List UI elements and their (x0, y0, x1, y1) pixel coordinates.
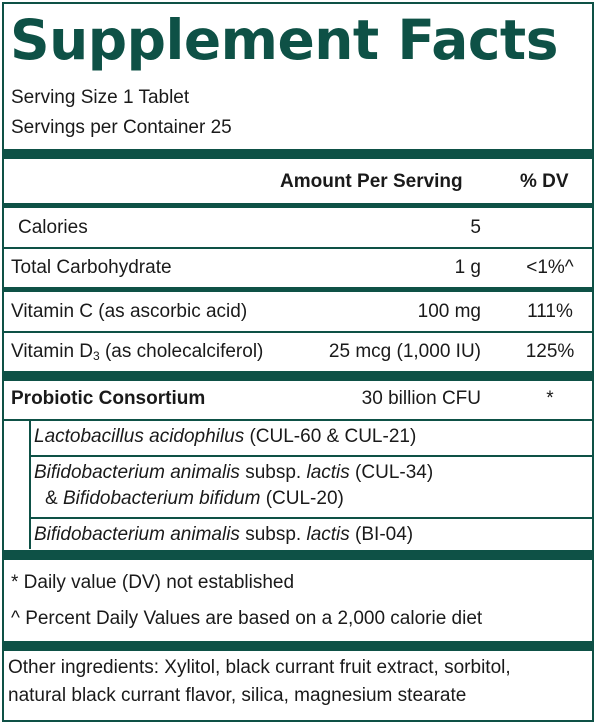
probiotic-consortium-label: Probiotic Consortium (11, 388, 206, 409)
strain-code: (BI-04) (349, 524, 414, 545)
vitamin-d3-label (11, 340, 263, 365)
thick-divider-top (2, 149, 594, 159)
row-divider (2, 419, 594, 421)
strain-indent-line (29, 421, 31, 549)
amount-per-serving-header: Amount Per Serving (280, 171, 463, 192)
strain-name: Bifidobacterium animalis (34, 524, 240, 545)
vitamin-c-amount: 100 mg (417, 301, 481, 322)
ampersand: & (45, 488, 63, 509)
strain-subsp: subsp. (239, 462, 307, 483)
vitamin-d3-dv: 125% (525, 341, 575, 362)
dv-header: % DV (520, 171, 569, 192)
serving-size: Serving Size 1 Tablet (11, 87, 190, 108)
thick-divider-footnotes (2, 550, 594, 560)
vitamin-c-dv: 111% (527, 301, 573, 322)
footnote-dv-not-established: * Daily value (DV) not established (11, 572, 295, 593)
row-divider (2, 331, 594, 333)
strain-code: (CUL-34) (349, 462, 434, 483)
servings-per-container: Servings per Container 25 (11, 117, 232, 138)
strain-subsp: subsp. (239, 524, 307, 545)
vitamin-c-label: Vitamin C (as ascorbic acid) (11, 301, 248, 322)
strain-name: Bifidobacterium animalis (34, 462, 240, 483)
vitamin-d3-amount: 25 mcg (1,000 IU) (328, 341, 481, 362)
thick-divider-probiotic (2, 371, 594, 381)
panel-title: Supplement Facts (10, 8, 558, 72)
strain-subspecies: lactis (306, 462, 350, 483)
strain-bifidobacterium-animalis-cul34 (34, 461, 433, 485)
calories-label: Calories (18, 217, 88, 238)
strain-code: (CUL-60 & CUL-21) (244, 426, 417, 447)
footnote-percent-dv: ^ Percent Daily Values are based on a 2,000 calorie diet (11, 608, 483, 629)
total-carbohydrate-label: Total Carbohydrate (11, 257, 172, 278)
strain-name: Bifidobacterium bifidum (62, 488, 261, 509)
strain-bifidobacterium-bifidum (45, 487, 344, 511)
vitamin-d-source: (as cholecalciferol) (99, 341, 264, 362)
strain-lactobacillus (34, 425, 416, 449)
other-ingredients-line-2: natural black currant flavor, silica, magnesium stearate (8, 685, 467, 706)
total-carbohydrate-dv: <1%^ (526, 257, 574, 278)
vitamin-d-text: Vitamin D (11, 341, 94, 362)
total-carbohydrate-amount: 1 g (454, 257, 481, 278)
strain-subspecies: lactis (306, 524, 350, 545)
probiotic-consortium-amount: 30 billion CFU (361, 388, 481, 409)
strain-divider (29, 455, 594, 457)
divider-thick-mid (2, 287, 594, 292)
vitamin-d-subscript: 3 (93, 349, 100, 363)
calories-amount: 5 (470, 217, 481, 238)
strain-divider (29, 517, 594, 519)
divider-header (2, 203, 594, 208)
other-ingredients-line-1: Other ingredients: Xylitol, black currant fruit extract, sorbitol, (8, 657, 511, 678)
strain-code: (CUL-20) (260, 488, 344, 509)
strain-name: Lactobacillus acidophilus (34, 426, 245, 447)
row-divider (2, 247, 594, 249)
strain-bifidobacterium-animalis-bi04 (34, 523, 413, 547)
probiotic-consortium-dv: * (546, 388, 554, 409)
thick-divider-ingredients (2, 641, 594, 651)
